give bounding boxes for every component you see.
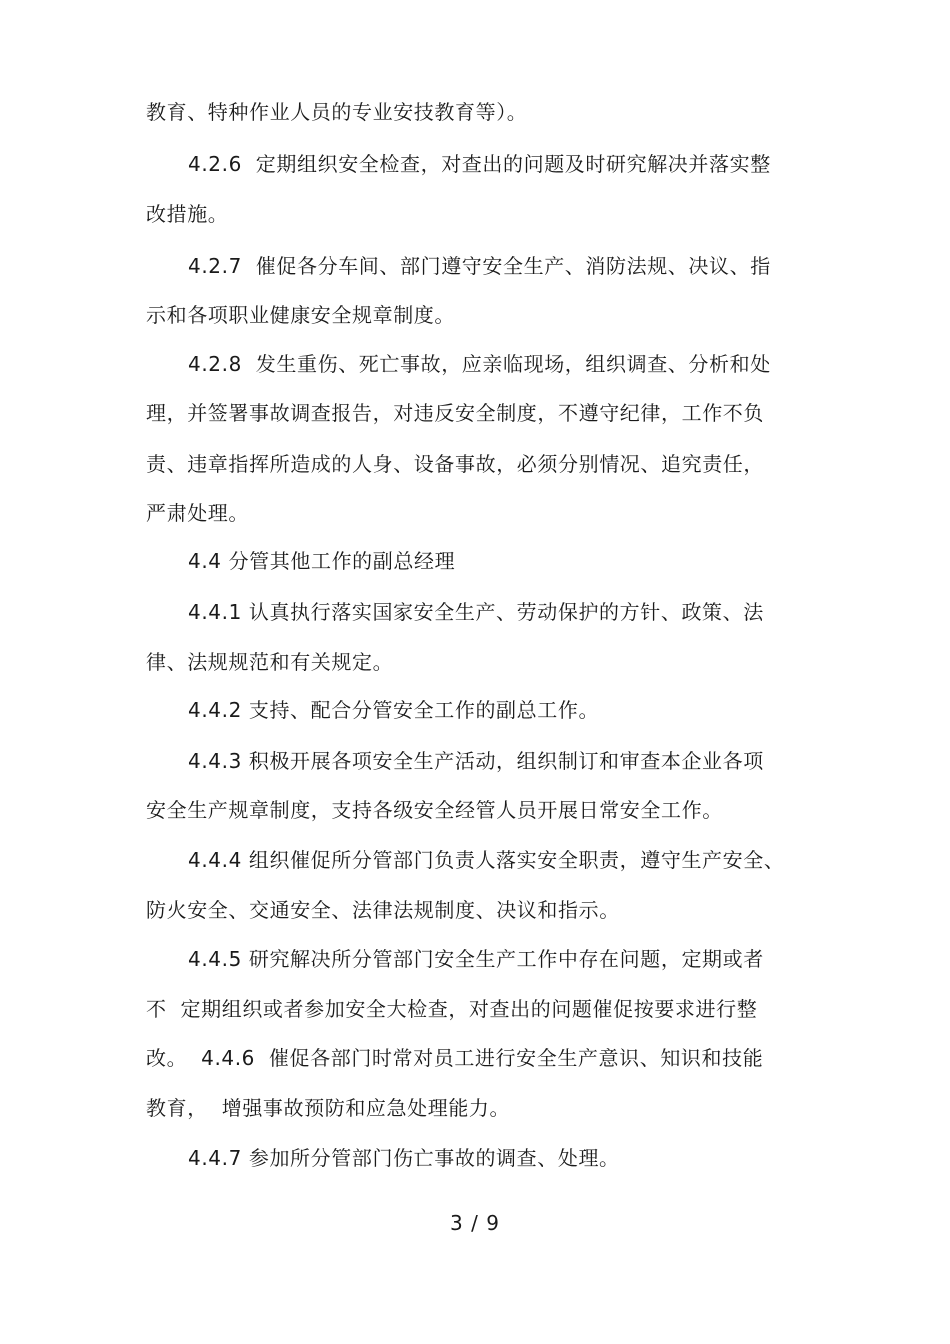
text-line: 理，并签署事故调查报告，对违反安全制度，不遵守纪律，工作不负 (146, 401, 764, 425)
text-line: 4.4.4 组织催促所分管部门负责人落实安全职责，遵守生产安全、 (188, 848, 785, 872)
text-line: 严肃处理。 (146, 501, 249, 525)
text-line: 防火安全、交通安全、法律法规制度、决议和指示。 (146, 898, 620, 922)
text-line: 4.4.7 参加所分管部门伤亡事故的调查、处理。 (188, 1146, 620, 1170)
text-line: 律、法规规范和有关规定。 (146, 650, 394, 674)
text-line: 4.2.7 催促各分车间、部门遵守安全生产、消防法规、决议、指 (188, 254, 771, 278)
text-line: 改。 4.4.6 催促各部门时常对员工进行安全生产意识、知识和技能 (146, 1046, 764, 1070)
text-line: 安全生产规章制度，支持各级安全经管人员开展日常安全工作。 (146, 798, 723, 822)
text-line: 责、违章指挥所造成的人身、设备事故，必须分别情况、追究责任， (146, 452, 764, 476)
text-line: 4.4.2 支持、配合分管安全工作的副总工作。 (188, 698, 600, 722)
text-line: 4.2.8 发生重伤、死亡事故，应亲临现场，组织调查、分析和处 (188, 352, 771, 376)
text-line: 教育， 增强事故预防和应急处理能力。 (146, 1096, 511, 1120)
text-line: 4.4.5 研究解决所分管部门安全生产工作中存在问题，定期或者 (188, 947, 764, 971)
text-line: 4.2.6 定期组织安全检查，对查出的问题及时研究解决并落实整 (188, 152, 771, 176)
text-line: 改措施。 (146, 202, 229, 226)
text-line: 4.4.1 认真执行落实国家安全生产、劳动保护的方针、政策、法 (188, 600, 764, 624)
section-heading: 4.4 分管其他工作的副总经理 (188, 549, 456, 573)
page-number: 3 / 9 (450, 1211, 500, 1235)
text-line: 示和各项职业健康安全规章制度。 (146, 303, 455, 327)
text-line: 教育、特种作业人员的专业安技教育等）。 (146, 100, 528, 124)
text-line: 4.4.3 积极开展各项安全生产活动，组织制订和审查本企业各项 (188, 749, 764, 773)
text-line: 不 定期组织或者参加安全大检查，对查出的问题催促按要求进行整 (146, 997, 758, 1021)
